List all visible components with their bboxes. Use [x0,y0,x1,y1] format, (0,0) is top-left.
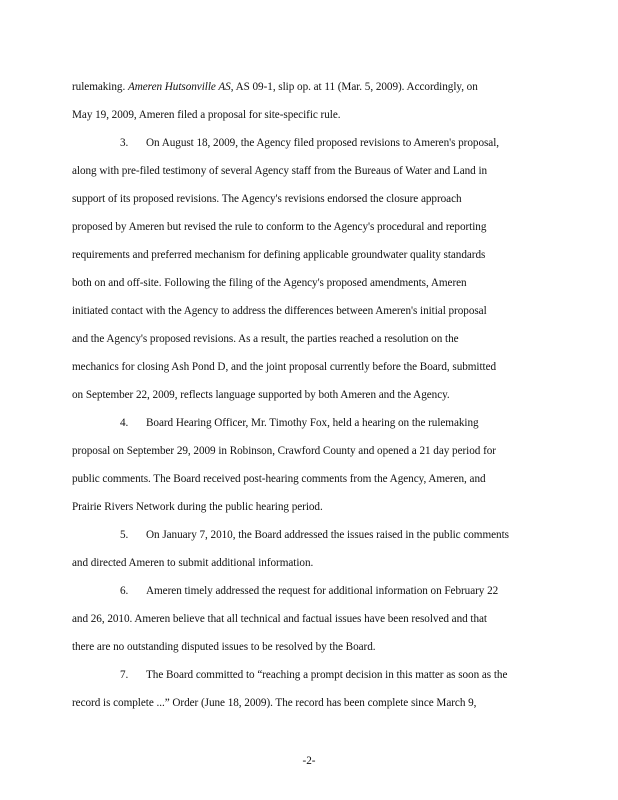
text-line: and 26, 2010. Ameren believe that all technical and factual issues have been resolved and that [72,613,487,625]
paragraph-text: On January 7, 2010, the Board addressed the issues raised in the public comments [146,529,509,541]
text-line: proposed by Ameren but revised the rule to conform to the Agency's procedural and reporting [72,221,487,233]
paragraph-text: The Board committed to “reaching a prompt decision in this matter as soon as the [146,669,508,681]
case-citation-italic: Ameren Hutsonville AS [127,81,231,93]
text-line: along with pre-filed testimony of several Agency staff from the Bureaus of Water and Land in [72,165,488,177]
text-line: mechanics for closing Ash Pond D, and the joint proposal currently before the Board, submitted [72,361,497,373]
text-line: and directed Ameren to submit additional information. [72,557,314,569]
text-line: on September 22, 2009, reflects language supported by both Ameren and the Agency. [72,389,450,401]
paragraph-6-first-line [120,584,580,598]
text-line-intro [72,80,478,94]
paragraph-text: On August 18, 2009, the Agency filed proposed revisions to Ameren's proposal, [146,137,500,149]
text-line: there are no outstanding disputed issues to be resolved by the Board. [72,641,376,653]
paragraph-number: 5. [120,529,129,541]
text-line: both on and off-site. Following the filing of the Agency's proposed amendments, Ameren [72,277,467,289]
text-line: proposal on September 29, 2009 in Robinson, Crawford County and opened a 21 day period for [72,445,496,457]
text-line: and the Agency's proposed revisions. As a result, the parties reached a resolution on the [72,333,459,345]
paragraph-text: Board Hearing Officer, Mr. Timothy Fox, held a hearing on the rulemaking [146,417,479,429]
paragraph-text: Ameren timely addressed the request for additional information on February 22 [146,585,499,597]
paragraph-number: 7. [120,669,129,681]
text-line: requirements and preferred mechanism for defining applicable groundwater quality standards [72,249,486,261]
paragraph-number: 4. [120,417,129,429]
text-line-intro-pre: rulemaking. [72,81,128,93]
paragraph-number: 3. [120,137,129,149]
text-line-intro-post: , AS 09-1, slip op. at 11 (Mar. 5, 2009). Accordingly, on [230,81,478,93]
text-line: May 19, 2009, Ameren filed a proposal for site-specific rule. [72,109,341,121]
paragraph-number: 6. [120,585,129,597]
text-line: support of its proposed revisions. The Agency's revisions endorsed the closure approach [72,193,462,205]
text-line: Prairie Rivers Network during the public hearing period. [72,501,323,513]
text-line: record is complete ...” Order (June 18, 2009). The record has been complete since March 9, [72,697,477,709]
text-line: public comments. The Board received post-hearing comments from the Agency, Ameren, and [72,473,486,485]
paragraph-5-first-line [120,528,580,542]
paragraph-3-first-line [120,136,580,150]
page-number: -2- [302,755,316,767]
text-line: initiated contact with the Agency to address the differences between Ameren's initial proposal [72,305,487,317]
paragraph-7-first-line [120,668,580,682]
paragraph-4-first-line [120,416,580,430]
